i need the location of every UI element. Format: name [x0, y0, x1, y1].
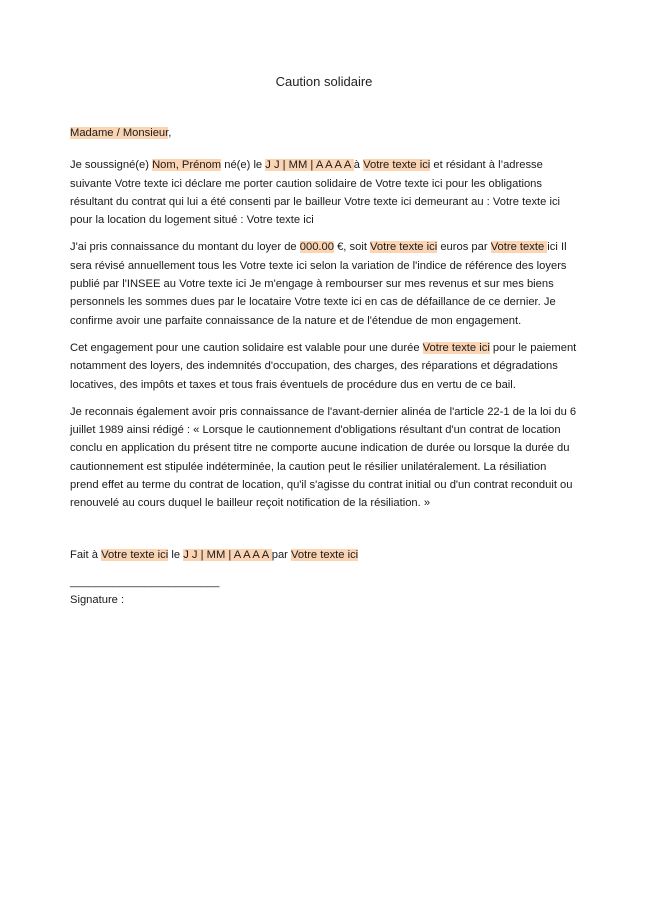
- salutation-field[interactable]: Madame / Monsieur: [70, 127, 169, 139]
- signature-line: ________________________: [70, 575, 220, 588]
- birthplace-field[interactable]: Votre texte ici: [363, 159, 431, 172]
- paragraph-duration: [70, 339, 578, 394]
- text: €, soit: [333, 241, 371, 254]
- document-title: Caution solidaire: [275, 74, 373, 89]
- greeting-comma: ,: [168, 127, 172, 139]
- name-field[interactable]: Nom, Prénom: [152, 159, 222, 172]
- rent-period-field[interactable]: Votre texte: [490, 241, 548, 254]
- text: et résidant à l’adresse suivante Votre texte ici déclare me porter caution solidaire de Votre texte ici pour les obligations résultant du contrat qui lui a été consenti par le bailleur Votre texte ici demeurant au : Votre texte ici pour la location du logement situé : Votre texte ici: [70, 159, 561, 227]
- paragraph-rent: [70, 238, 578, 329]
- paragraph-law: Je reconnais également avoir pris connaissance de l'avant-dernier alinéa de l'article 22-1 de la loi du 6 juillet 1989 ainsi rédigé : « Lorsque le cautionnement d'obligations résultant d'un contrat de location conclu en application du présent titre ne comporte aucune indication de durée ou lorsque la durée du cautionnement est stipulée indéterminée, la caution peut le résilier unilatéralement. La résiliation prend effet au terme du contrat de location, qu'il s'agisse du contrat initial ou d'un contrat reconduit ou renouvelé au cours duquel le bailleur reçoit notification de la résiliation. »: [70, 405, 577, 510]
- rent-amount-field[interactable]: 000.00: [299, 241, 334, 254]
- signer-field[interactable]: Votre texte ici: [291, 548, 359, 561]
- place-field[interactable]: Votre texte ici: [101, 548, 169, 561]
- date-field[interactable]: J J | MM | A A A A: [183, 548, 272, 561]
- signature-label: Signature :: [70, 594, 125, 607]
- text: ici Il sera révisé annuellement tous les Votre texte ici selon la variation de l'indice de référence des loyers publié par l'INSEE au Votre texte ici Je m'engage à rembourser sur mes revenus et sur mes biens personnels les sommes dues par le locataire Votre texte ici en cas de défaillance de ce dernier. Je confirme avoir une parfaite connaissance de la nature et de l'étendue de mon engagement.: [70, 241, 567, 327]
- text: par: [271, 548, 292, 561]
- birthdate-field[interactable]: J J | MM | A A A A: [265, 159, 354, 172]
- text: J'ai pris connaissance du montant du loyer de: [70, 241, 300, 254]
- text: né(e) le: [221, 159, 266, 172]
- greeting: [70, 124, 578, 142]
- text: pour le paiement notamment des loyers, des indemnités d'occupation, des charges, des réparations et dégradations locatives, des impôts et taxes et tous frais éventuels de procédure dus en vertu de ce bail.: [70, 341, 577, 391]
- text: Je soussigné(e): [70, 159, 153, 172]
- duration-field[interactable]: Votre texte ici: [422, 341, 490, 354]
- document-body: [70, 124, 578, 610]
- text: euros par: [437, 241, 491, 254]
- closing-line: [70, 546, 578, 564]
- paragraph-identity: [70, 156, 578, 229]
- rent-words-field[interactable]: Votre texte ici: [370, 241, 438, 254]
- text: Fait à: [70, 548, 102, 561]
- text: Cet engagement pour une caution solidaire est valable pour une durée: [70, 341, 423, 354]
- text: le: [168, 548, 184, 561]
- text: à: [353, 159, 364, 172]
- spacer: [70, 522, 578, 546]
